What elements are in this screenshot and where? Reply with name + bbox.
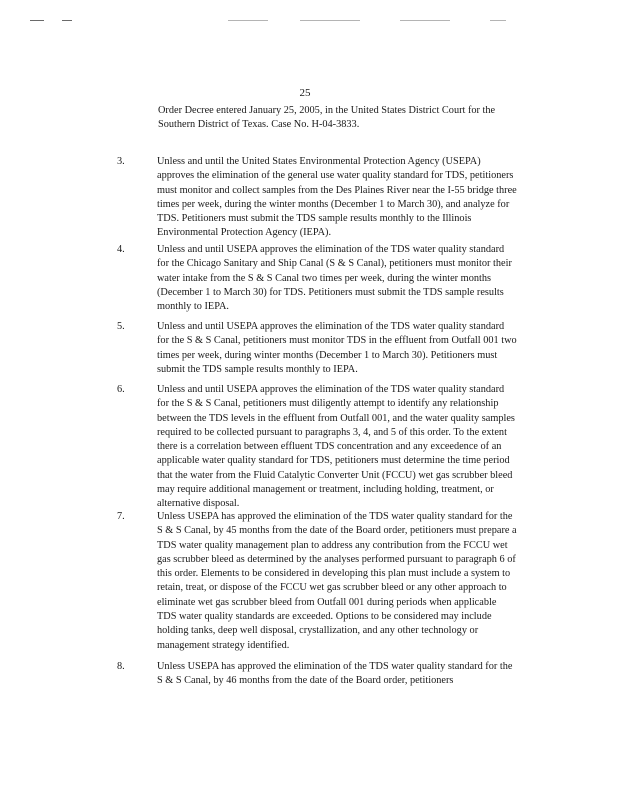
intro-paragraph: Order Decree entered January 25, 2005, in the United States District Court for the Southern District of Texas. Case No. H-04-3833.	[158, 105, 496, 131]
paragraph-number: 8.	[117, 661, 125, 672]
paragraph-text: Unless and until USEPA approves the elimination of the TDS water quality standard for the S & S Canal, petitioners must diligently attempt to identify any relationship between the TDS levels in the effluent from Outfall 001, and the water quality samples required to be collected pursuant to paragraphs 3, 4, and 5 of this order. To the extent there is a correlation between effluent TDS concentration and any exceedence of an applicable water quality standard for TDS, petitioners must determine the time period that the water from the Fluid Catalytic Converter Unit (FCCU) wet gas scrubber bleed may require additional management or treatment, including holding, treatment, or alternative disposal.	[157, 384, 515, 510]
scan-artifact	[490, 20, 506, 21]
paragraph-text: Unless and until the United States Environmental Protection Agency (USEPA) approves the elimination of the general use water quality standard for TDS, petitioners must monitor and collect samples from the Des Plaines River near the I-55 bridge three times per week, during the winter months (December 1 to March 30), and analyze for TDS. Petitioners must submit the TDS sample results monthly to the Illinois Environmental Protection Agency (IEPA).	[157, 156, 517, 239]
page-number: 25	[299, 87, 311, 99]
scan-artifact	[300, 20, 360, 21]
paragraph-text: Unless USEPA has approved the elimination of the TDS water quality standard for the S & S Canal, by 45 months from the date of the Board order, petitioners must prepare a TDS water quality management plan to address any contribution from the FCCU wet gas scrubber bleed as determined by the analyses performed pursuant to paragraph 6 of this order. Elements to be considered in developing this plan must include a system to retain, treat, or dispose of the FCCU wet gas scrubber bleed or any other approach to eliminate wet gas scrubber bleed from Outfall 001 during periods when applicable TDS water quality standards are exceeded. Options to be considered may include holding tanks, deep well disposal, crystallization, and any other technology or management strategy identified.	[157, 511, 517, 651]
scan-artifact	[30, 20, 44, 21]
scan-artifact	[400, 20, 450, 21]
paragraph-text: Unless and until USEPA approves the elimination of the TDS water quality standard for the S & S Canal, petitioners must monitor TDS in the effluent from Outfall 001 two times per week, during winter months (December 1 to March 30). Petitioners must submit the TDS sample results monthly to IEPA.	[157, 321, 517, 375]
paragraph-text: Unless USEPA has approved the elimination of the TDS water quality standard for the S & S Canal, by 46 months from the date of the Board order, petitioners	[157, 661, 513, 687]
paragraph-number: 7.	[117, 511, 125, 522]
paragraph-number: 3.	[117, 156, 125, 167]
scan-artifact	[62, 20, 72, 21]
paragraph-number: 5.	[117, 321, 125, 332]
scan-artifact	[228, 20, 268, 21]
paragraph-text: Unless and until USEPA approves the elimination of the TDS water quality standard for the Chicago Sanitary and Ship Canal (S & S Canal), petitioners must monitor their water intake from the S & S Canal two times per week, during the winter months (December 1 to March 30) for TDS. Petitioners must submit the TDS sample results monthly to IEPA.	[157, 244, 512, 313]
paragraph-number: 6.	[117, 384, 125, 395]
paragraph-number: 4.	[117, 244, 125, 255]
